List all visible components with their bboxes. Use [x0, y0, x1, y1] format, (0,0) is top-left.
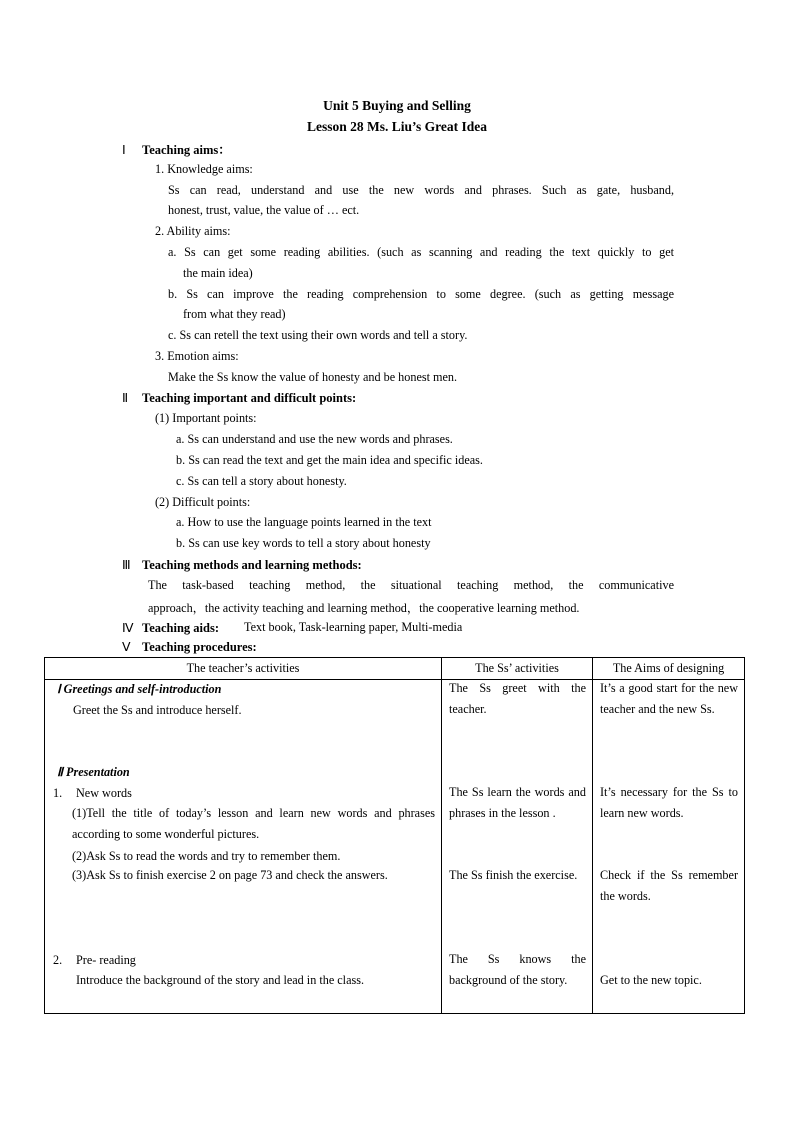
table-header-row	[45, 658, 745, 680]
aims-r4: Get to the new topic.	[600, 973, 702, 987]
presentation-heading: Ⅱ Presentation	[57, 765, 130, 779]
ability-c: c. Ss can retell the text using their own words and tell a story.	[168, 328, 468, 342]
section-points-heading	[122, 390, 356, 406]
aims-cell	[593, 680, 745, 1014]
ability-label: 2. Ability aims:	[155, 224, 231, 238]
section-methods-heading	[122, 557, 362, 573]
table-row	[45, 680, 745, 1014]
item1-step3: (3)Ask Ss to finish exercise 2 on page 73 and check the answers.	[72, 868, 388, 882]
greet-text: Greet the Ss and introduce herself.	[73, 703, 242, 717]
section-num: Ⅱ	[122, 391, 129, 405]
aims-r3: Check if the Ss remember the words.	[600, 868, 738, 903]
students-cell	[442, 680, 593, 1014]
item2-number: 2.	[53, 953, 63, 967]
section-num: Ⅰ	[122, 143, 126, 157]
knowledge-line-1: Ss can read, understand and use the new words and phrases. Such as gate, husband,	[168, 183, 674, 197]
ability-b-line-2: from what they read)	[183, 307, 286, 321]
aids-text: Text book, Task-learning paper, Multi-media	[244, 620, 463, 634]
students-r4: The Ss knows the background of the story.	[449, 952, 586, 987]
section-title: Teaching procedures:	[142, 640, 257, 654]
emotion-label: 3. Emotion aims:	[155, 349, 239, 363]
teacher-cell	[45, 680, 442, 1014]
important-a: a. Ss can understand and use the new words and phrases.	[176, 432, 453, 446]
emotion-text: Make the Ss know the value of honesty and be honest men.	[168, 370, 458, 384]
item1-step2: (2)Ask Ss to read the words and try to remember them.	[72, 849, 341, 863]
difficult-b: b. Ss can use key words to tell a story about honesty	[176, 536, 431, 550]
procedures-table	[44, 657, 745, 1014]
aims-r2: It’s necessary for the Ss to learn new words.	[600, 785, 738, 820]
unit-title: Unit 5 Buying and Selling	[323, 98, 471, 113]
difficult-a: a. How to use the language points learned in the text	[176, 515, 432, 529]
item1-title: New words	[76, 786, 132, 800]
greet-heading: Ⅰ Greetings and self-introduction	[57, 682, 222, 696]
item1-number: 1.	[53, 786, 63, 800]
students-r3: The Ss finish the exercise.	[449, 868, 578, 882]
section-aids-heading	[122, 620, 219, 636]
section-num: Ⅳ	[122, 621, 134, 635]
section-title: Teaching aids:	[142, 621, 219, 635]
important-c: c. Ss can tell a story about honesty.	[176, 474, 347, 488]
section-title: Teaching aims：	[142, 143, 231, 157]
ability-a-line-1: a. Ss can get some reading abilities. (such as scanning and reading the text quickly to get	[168, 245, 674, 259]
section-num: Ⅴ	[122, 640, 131, 654]
section-title: Teaching important and difficult points:	[142, 391, 357, 405]
section-procedures-heading	[122, 639, 257, 655]
important-b: b. Ss can read the text and get the main idea and specific ideas.	[176, 453, 483, 467]
header-students: The Ss’ activities	[442, 658, 593, 680]
knowledge-label: 1. Knowledge aims:	[155, 162, 253, 176]
item2-title: Pre- reading	[76, 953, 136, 967]
item1-step1: (1)Tell the title of today’s lesson and learn new words and phrases according to some wonderful pictures.	[72, 806, 435, 841]
important-label: (1) Important points:	[155, 411, 257, 425]
section-aims-heading	[122, 140, 231, 158]
aims-r1: It’s a good start for the new teacher and the new Ss.	[600, 681, 738, 716]
methods-line-2: approach，the activity teaching and learning method，the cooperative learning method.	[148, 601, 580, 615]
students-r2: The Ss learn the words and phrases in the lesson .	[449, 785, 586, 820]
students-r1: The Ss greet with the teacher.	[449, 681, 586, 716]
lesson-title: Lesson 28 Ms. Liu’s Great Idea	[306, 119, 487, 134]
header-aims: The Aims of designing	[593, 658, 745, 680]
section-num: Ⅲ	[122, 558, 131, 572]
section-title: Teaching methods and learning methods:	[142, 558, 362, 572]
header-teacher: The teacher’s activities	[45, 658, 442, 680]
difficult-label: (2) Difficult points:	[155, 495, 251, 509]
methods-line-1: The task-based teaching method, the situational teaching method, the communicative	[148, 578, 674, 592]
ability-b-line-1: b. Ss can improve the reading comprehension to some degree. (such as getting message	[168, 287, 674, 301]
ability-a-line-2: the main idea)	[183, 266, 253, 280]
item2-text: Introduce the background of the story and lead in the class.	[76, 973, 365, 987]
knowledge-line-2: honest, trust, value, the value of … ect.	[168, 203, 360, 217]
